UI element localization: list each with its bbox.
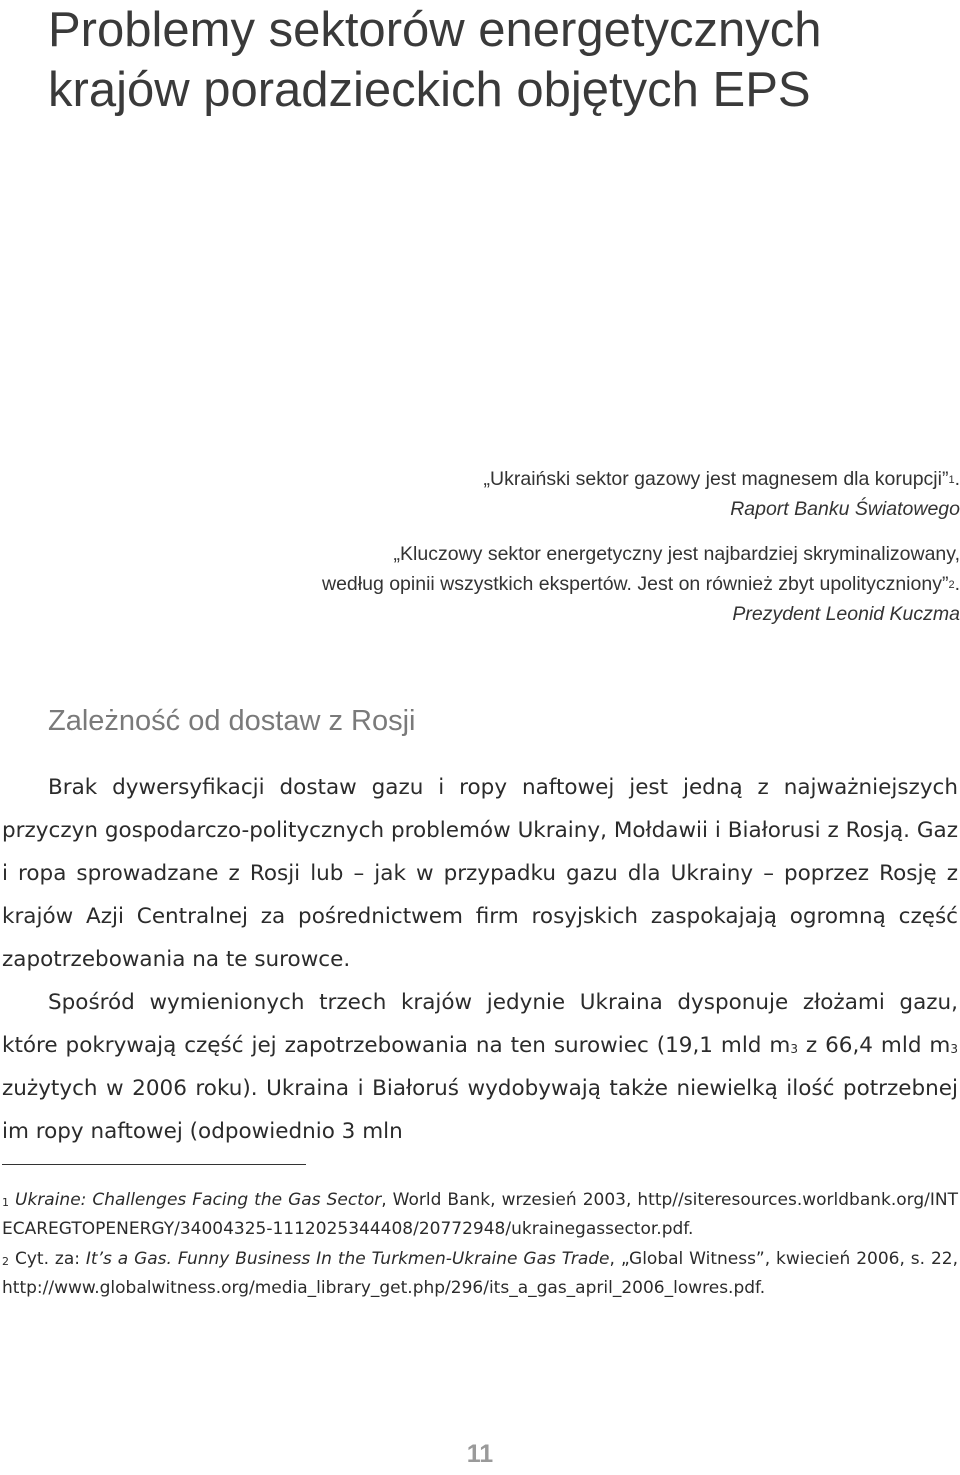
footnote-2-rest[interactable]: , „Global Witness”, kwiecień 2006, s. 22, http://www.globalwitness.org/media_library_get.php/296/its_a_gas_april_2006_lowres.pdf.	[2, 1249, 958, 1298]
epigraph-2-source: Prezydent Leonid Kuczma	[732, 603, 960, 625]
footnote-2-prefix: Cyt. za:	[15, 1249, 86, 1269]
paragraph-2-part-c: zużytych w 2006 roku). Ukraina i Białoruś wydobywają także niewielką ilość potrzebnej im ropy naftowej (odpowiednio 3 mln	[2, 1076, 958, 1144]
footnote-1-number: 1	[2, 1196, 9, 1209]
epigraph-2-quote-line-2	[60, 569, 960, 599]
epigraph-1-source: Raport Banku Światowego	[730, 498, 960, 520]
chapter-title	[48, 0, 948, 120]
epigraph-1-quote-end: .	[954, 468, 960, 490]
chapter-title-line-1: Problemy sektorów energetycznych	[48, 3, 822, 57]
section-heading: Zależność od dostaw z Rosji	[48, 705, 416, 737]
footnote-1	[2, 1186, 958, 1244]
paragraph-2-part-b: z 66,4 mld m	[797, 1033, 951, 1058]
epigraph-1	[60, 464, 960, 524]
footnote-2	[2, 1245, 958, 1303]
chapter-title-line-2: krajów poradzieckich objętych EPS	[48, 63, 811, 117]
footnote-1-rest[interactable]: , World Bank, wrzesień 2003, http//siteresources.worldbank.org/INTECAREGTOPENERGY/34004325-1112025344408/20772948/ukrainegassector.pdf.	[2, 1190, 958, 1239]
epigraph-1-quote	[60, 464, 960, 494]
paragraph-2-part-a: Spośród wymienionych trzech krajów jedynie Ukraina dysponuje złożami gazu, które pokrywają część jej zapotrzebowania na ten surowiec (19,1 mld m	[2, 990, 958, 1058]
epigraph-1-quote-text: „Ukraiński sektor gazowy jest magnesem dla korupcji”	[483, 468, 949, 490]
superscript-cubic-1: 3	[790, 1042, 798, 1056]
paragraph-2	[2, 981, 958, 1153]
footnote-1-title: Ukraine: Challenges Facing the Gas Sector	[15, 1190, 382, 1210]
body-text	[2, 766, 958, 1153]
footnote-2-title: It’s a Gas. Funny Business In the Turkmen-Ukraine Gas Trade	[85, 1249, 610, 1269]
superscript-cubic-2: 3	[950, 1042, 958, 1056]
footnote-2-number: 2	[2, 1255, 9, 1268]
footnote-ref-2[interactable]: 2	[948, 579, 955, 591]
epigraph-2-quote-line-2-text: według opinii wszystkich ekspertów. Jest on również zbyt upolityczniony”	[322, 573, 949, 595]
footnote-divider	[2, 1164, 306, 1165]
epigraph-2-quote-line-1: „Kluczowy sektor energetyczny jest najbardziej skryminalizowany,	[393, 543, 960, 565]
epigraphs	[60, 464, 960, 644]
footnotes	[2, 1186, 958, 1304]
page-number: 11	[466, 1440, 494, 1468]
footnote-ref-1[interactable]: 1	[948, 474, 955, 486]
paragraph-1: Brak dywersyfikacji dostaw gazu i ropy naftowej jest jedną z najważniejszych przyczyn gospodarczo-politycznych problemów Ukrainy, Mołdawii i Białorusi z Rosją. Gaz i ropa sprowadzane z Rosji lub – jak w przypadku gazu dla Ukrainy – poprzez Rosję z krajów Azji Centralnej za pośrednictwem firm rosyjskich zaspokajają ogromną część zapotrzebowania na te surowce.	[2, 775, 958, 972]
epigraph-2-quote-end: .	[954, 573, 960, 595]
epigraph-2	[60, 539, 960, 629]
